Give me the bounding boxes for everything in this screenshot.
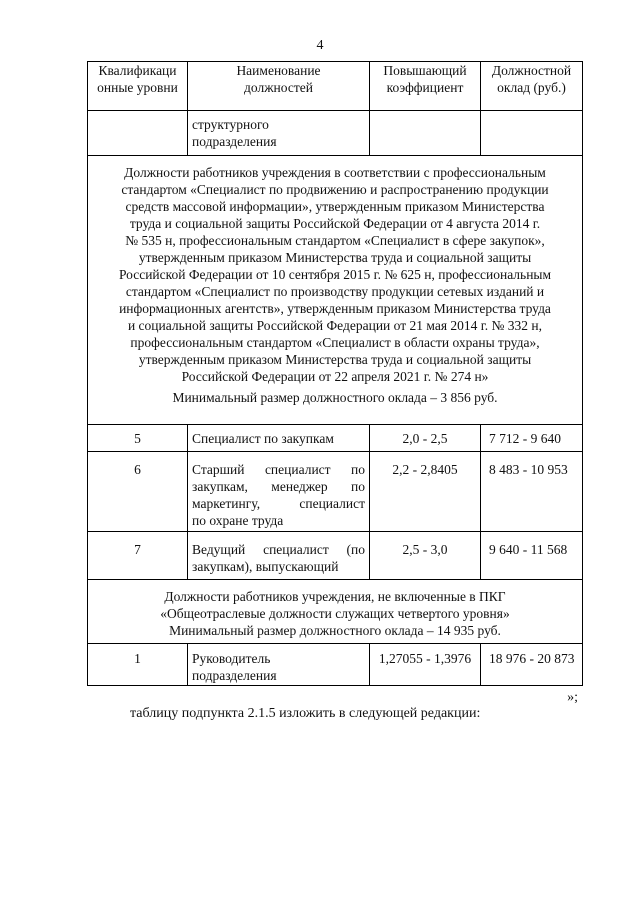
section-heading-professional-standards: Должности работников учреждения в соответствии с профессиональным стандартом «Специалист по продвижению и распространению продукции средств массовой информации», утвержденным приказом Министерства труда и социальной защиты Российской Федерации от 4 августа 2014 г. № 535 н, профессиональным стандартом «Специалист в сфере закупок», утвержденным приказом Министерства труда и социальной защиты Российской Федерации от 10 сентября 2015 г. № 625 н, профессиональным стандартом «Специалист по производству продукции сетевых изданий и информационных агентств», утвержденным приказом Министерства труда и социальной защиты Российской Федерации от 21 мая 2014 г. № 332 н, профессиональным стандартом «Специалист в области охраны труда», утвержденным приказом Министерства труда и социальной защиты Российской Федерации от 22 апреля 2021 г. № 274 н» Минимальный размер должностного оклада – 3 856 руб. [88,156,583,425]
cell-name: структурного подразделения [188,111,370,156]
header-salary: Должностной оклад (руб.) [481,62,583,111]
min-salary-1: Минимальный размер должностного оклада – 3 856 руб. [172,390,498,405]
header-qualification-level: Квалификаци онные уровни [88,62,188,111]
qualification-table [87,61,583,686]
header-position-name: Наименование должностей [188,62,370,111]
cell-salary: 7 712 - 9 640 [481,425,583,452]
cell-coef: 2,0 - 2,5 [370,425,481,452]
min-salary-2: Минимальный размер должностного оклада – 14 935 руб. [169,623,501,638]
cell-coef: 2,2 - 2,8405 [370,452,481,532]
next-paragraph: таблицу подпункта 2.1.5 изложить в следующей редакции: [130,706,481,721]
cell-level: 6 [88,452,188,532]
cell-name: Руководитель подразделения [188,644,370,686]
header-coefficient: Повышающий коэффициент [370,62,481,111]
cell-salary: 8 483 - 10 953 [481,452,583,532]
cell-coef: 1,27055 - 1,3976 [370,644,481,686]
closing-quote-mark: »; [567,690,578,705]
cell-name: Старший специалист по закупкам, менеджер по маркетингу, специалист по охране труда [188,452,370,532]
cell-level [88,111,188,156]
cell-coef [370,111,481,156]
cell-name: Специалист по закупкам [188,425,370,452]
cell-coef: 2,5 - 3,0 [370,532,481,580]
cell-level: 1 [88,644,188,686]
table-row-continuation [88,111,583,156]
table-row [88,532,583,580]
cell-salary: 9 640 - 11 568 [481,532,583,580]
cell-level: 5 [88,425,188,452]
table-row [88,644,583,686]
cell-salary: 18 976 - 20 873 [481,644,583,686]
table-row [88,452,583,532]
section-heading-not-in-pkg: Должности работников учреждения, не включенные в ПКГ «Общеотраслевые должности служащих четвертого уровня» Минимальный размер должностного оклада – 14 935 руб. [88,580,583,644]
cell-name: Ведущий специалист (по закупкам), выпускающий [188,532,370,580]
page-number: 4 [316,38,324,53]
section-row-2 [88,580,583,644]
cell-level: 7 [88,532,188,580]
cell-salary [481,111,583,156]
table-header-row [88,62,583,111]
table-row [88,425,583,452]
section-row-1 [88,156,583,425]
